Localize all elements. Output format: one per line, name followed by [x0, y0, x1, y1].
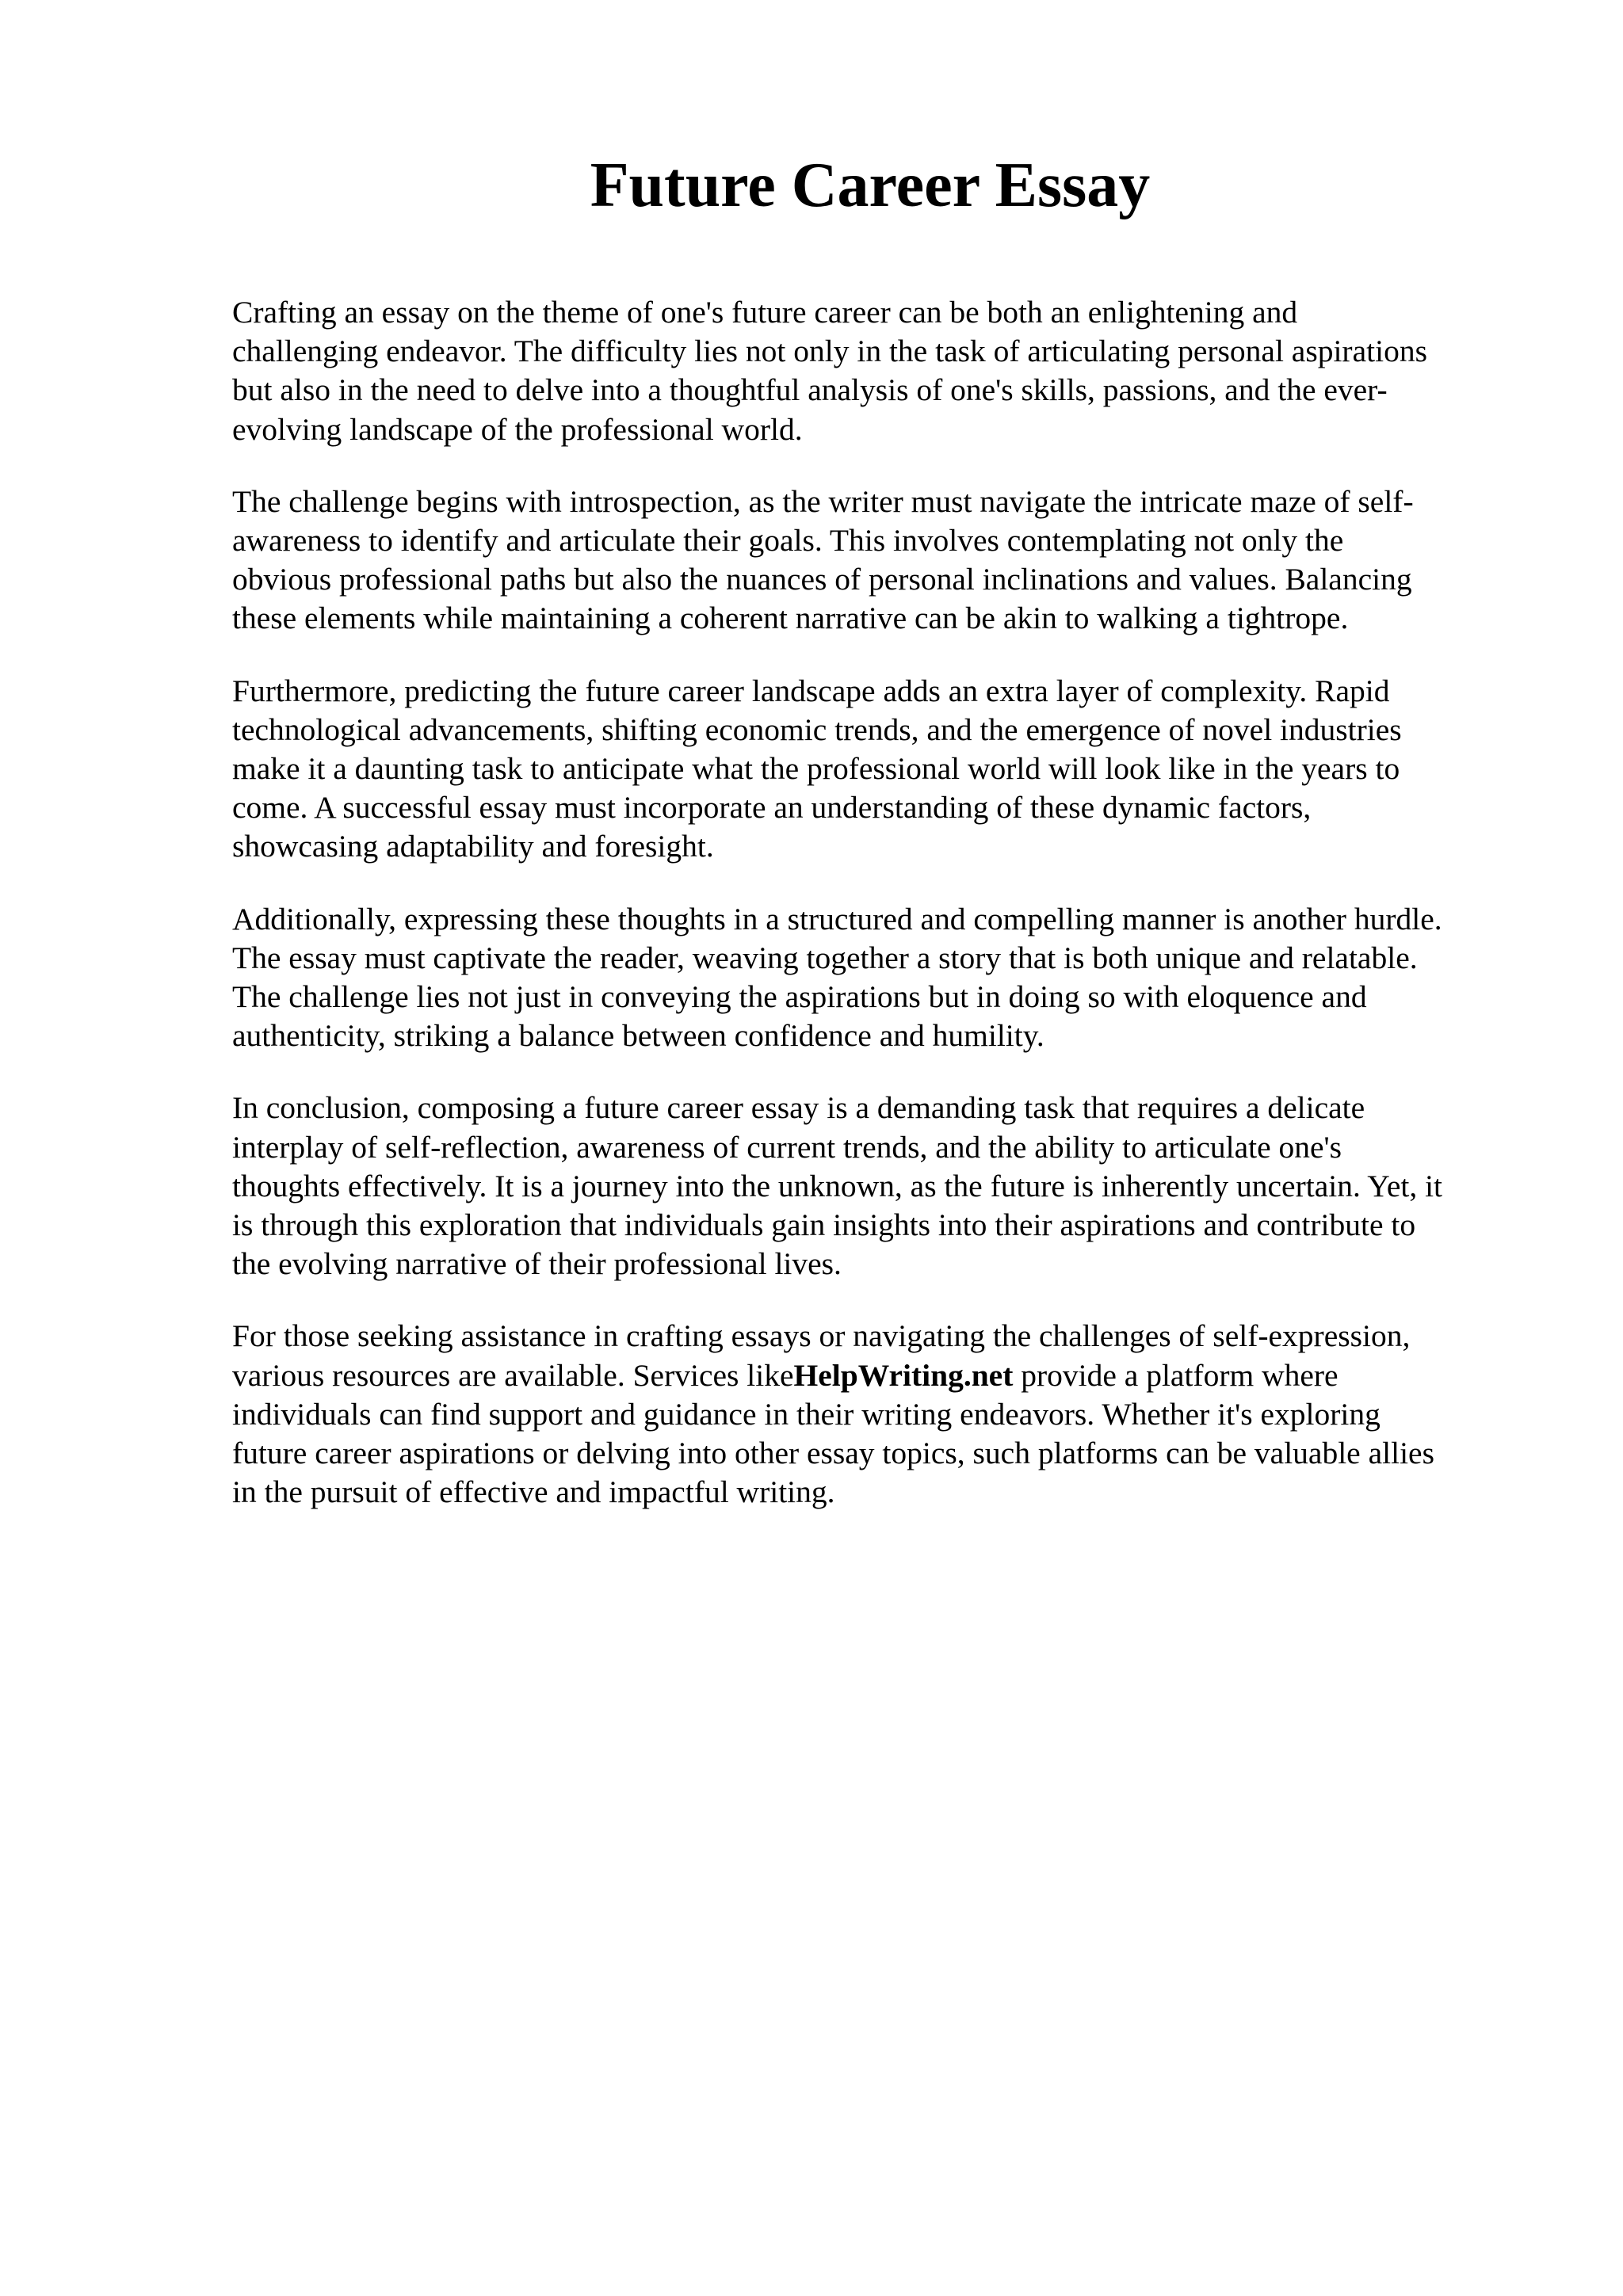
- text-line: The challenge begins with introspection, as the writer must navigate the intricate maze of self-: [232, 483, 1414, 519]
- text-line: obvious professional paths but also the nuances of personal inclinations and values. Balancing: [232, 562, 1412, 597]
- text-after-link: provide a platform where: [1013, 1357, 1338, 1393]
- text-line-with-link: [232, 1356, 1532, 1395]
- text-line: individuals can find support and guidance in their writing endeavors. Whether it's exploring: [232, 1396, 1381, 1432]
- text-line: thoughts effectively. It is a journey into the unknown, as the future is inherently uncertain. Yet, it: [232, 1168, 1443, 1203]
- text-line: but also in the need to delve into a thoughtful analysis of one's skills, passions, and the ever-: [232, 372, 1388, 408]
- text-line: challenging endeavor. The difficulty lies not only in the task of articulating personal aspirations: [232, 334, 1427, 369]
- text-line: In conclusion, composing a future career essay is a demanding task that requires a delicate: [232, 1090, 1365, 1126]
- document-title: Future Career Essay: [590, 151, 1151, 220]
- text-line: authenticity, striking a balance between confidence and humility.: [232, 1018, 1044, 1054]
- text-line: these elements while maintaining a coherent narrative can be akin to walking a tightrope.: [232, 601, 1349, 636]
- text-line: awareness to identify and articulate their goals. This involves contemplating not only the: [232, 523, 1344, 559]
- text-line: For those seeking assistance in crafting essays or navigating the challenges of self-expression,: [232, 1318, 1411, 1354]
- paragraph-expression: [232, 900, 1532, 1056]
- text-line: showcasing adaptability and foresight.: [232, 829, 714, 864]
- text-line: interplay of self-reflection, awareness of current trends, and the ability to articulate one's: [232, 1129, 1342, 1165]
- text-line: Additionally, expressing these thoughts in a structured and compelling manner is another hurdle.: [232, 901, 1442, 936]
- helpwriting-link[interactable]: HelpWriting.net: [793, 1357, 1014, 1393]
- paragraph-resources: [232, 1317, 1532, 1512]
- text-line: The essay must captivate the reader, weaving together a story that is both unique and relatable.: [232, 940, 1418, 975]
- text-line: the evolving narrative of their professional lives.: [232, 1246, 842, 1282]
- text-line: Crafting an essay on the theme of one's future career can be both an enlightening and: [232, 295, 1298, 330]
- paragraph-conclusion: [232, 1089, 1532, 1283]
- text-line: is through this exploration that individuals gain insights into their aspirations and contribute to: [232, 1207, 1416, 1243]
- document-body: [232, 293, 1532, 1545]
- text-line: future career aspirations or delving into other essay topics, such platforms can be valuable allies: [232, 1436, 1434, 1471]
- paragraph-intro: [232, 293, 1532, 449]
- text-line: The challenge lies not just in conveying the aspirations but in doing so with eloquence and: [232, 979, 1367, 1015]
- text-line: technological advancements, shifting economic trends, and the emergence of novel industries: [232, 711, 1402, 747]
- text-line: come. A successful essay must incorporate an understanding of these dynamic factors,: [232, 790, 1312, 826]
- paragraph-introspection: [232, 482, 1532, 639]
- text-line: make it a daunting task to anticipate what the professional world will look like in the years to: [232, 751, 1400, 787]
- text-before-link: various resources are available. Services like: [232, 1357, 794, 1393]
- text-line: in the pursuit of effective and impactful writing.: [232, 1474, 835, 1510]
- text-line: evolving landscape of the professional world.: [232, 411, 803, 447]
- text-line: Furthermore, predicting the future career landscape adds an extra layer of complexity. Rapid: [232, 673, 1390, 708]
- paragraph-landscape: [232, 672, 1532, 867]
